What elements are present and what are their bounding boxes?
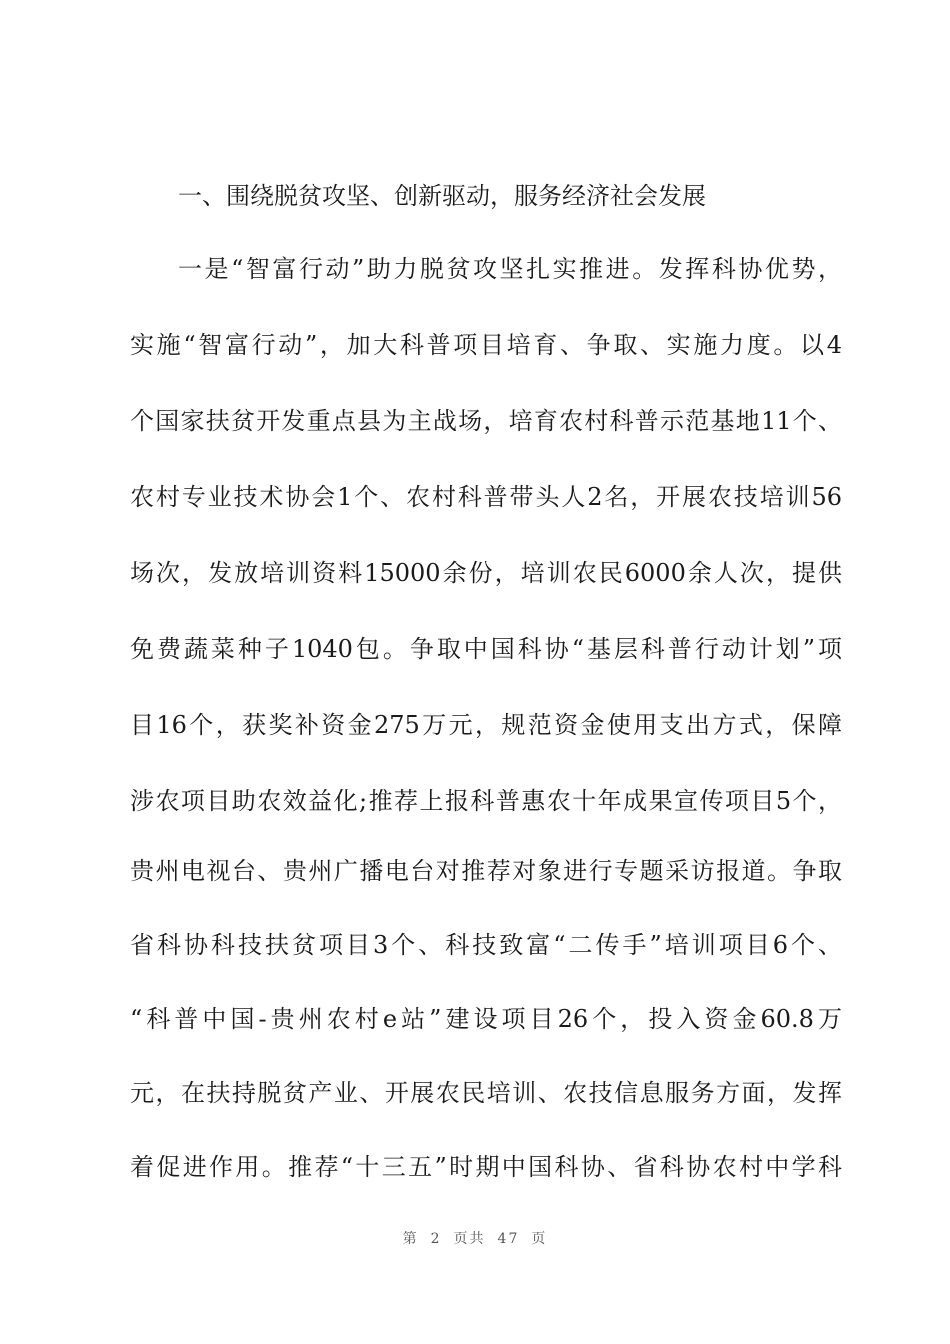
total-page-count: 47 — [497, 1231, 520, 1247]
paragraph-line: “科普中国-贵州农村e站”建设项目26个，投入资金60.8万 — [130, 1005, 842, 1033]
page-footer — [0, 1228, 950, 1248]
paragraph-line: 贵州电视台、贵州广播电台对推荐对象进行专题采访报道。争取 — [130, 857, 842, 885]
current-page-number: 2 — [430, 1231, 442, 1247]
paragraph-line: 场次，发放培训资料15000余份，培训农民6000余人次，提供 — [130, 559, 842, 587]
footer-suffix: 页 — [531, 1231, 548, 1247]
footer-middle: 页共 — [453, 1231, 486, 1247]
paragraph-line: 元，在扶持脱贫产业、开展农民培训、农技信息服务方面，发挥 — [130, 1079, 842, 1107]
footer-prefix: 第 — [402, 1231, 419, 1247]
paragraph-line: 免费蔬菜种子1040包。争取中国科协“基层科普行动计划”项 — [130, 635, 842, 663]
paragraph-line: 一是“智富行动”助力脱贫攻坚扎实推进。发挥科协优势， — [178, 255, 842, 283]
section-heading: 一、围绕脱贫攻坚、创新驱动，服务经济社会发展 — [178, 182, 706, 210]
paragraph-line: 目16个，获奖补资金275万元，规范资金使用支出方式，保障 — [130, 711, 842, 739]
paragraph-line: 个国家扶贫开发重点县为主战场，培育农村科普示范基地11个、 — [130, 407, 842, 435]
paragraph-line: 省科协科技扶贫项目3个、科技致富“二传手”培训项目6个、 — [130, 931, 842, 959]
paragraph-line: 实施“智富行动”，加大科普项目培育、争取、实施力度。以4 — [130, 331, 842, 359]
paragraph-line: 农村专业技术协会1个、农村科普带头人2名，开展农技培训56 — [130, 483, 842, 511]
paragraph-line: 着促进作用。推荐“十三五”时期中国科协、省科协农村中学科 — [130, 1153, 842, 1181]
paragraph-line: 涉农项目助农效益化;推荐上报科普惠农十年成果宣传项目5个， — [130, 787, 842, 815]
